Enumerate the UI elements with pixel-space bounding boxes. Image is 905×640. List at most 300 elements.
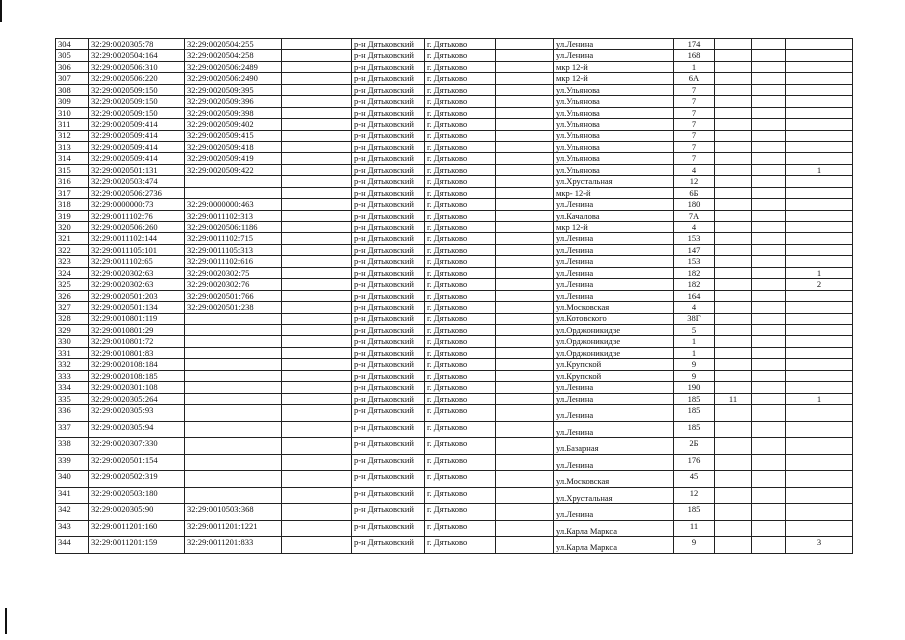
empty-cell — [282, 50, 352, 61]
extra-3 — [786, 324, 853, 335]
street: ул.Хрустальная — [554, 487, 674, 504]
extra-1 — [715, 487, 752, 504]
house-number: 9 — [674, 537, 715, 554]
extra-1 — [715, 438, 752, 455]
cadastral-number-premises — [185, 487, 282, 504]
extra-1 — [715, 84, 752, 95]
town: г. Дятьково — [425, 359, 496, 370]
table-row — [56, 130, 853, 141]
empty-cell — [282, 119, 352, 130]
house-number: 4 — [674, 164, 715, 175]
cadastral-number: 32:29:0020506:220 — [89, 73, 185, 84]
table-row — [56, 370, 853, 381]
cadastral-number: 32:29:0020506:2736 — [89, 187, 185, 198]
extra-2 — [752, 405, 786, 422]
town: г. Дятьково — [425, 471, 496, 488]
street: ул.Орджоникидзе — [554, 336, 674, 347]
empty-cell — [496, 537, 554, 554]
house-number: 7 — [674, 130, 715, 141]
empty-cell — [282, 73, 352, 84]
house-number: 176 — [674, 454, 715, 471]
row-number: 325 — [56, 279, 89, 290]
empty-cell — [282, 520, 352, 537]
house-number: 7 — [674, 119, 715, 130]
cadastral-number-premises — [185, 324, 282, 335]
town: г. Дятьково — [425, 96, 496, 107]
cadastral-number-premises: 32:29:0020509:418 — [185, 141, 282, 152]
town: г. Дятьково — [425, 164, 496, 175]
extra-2 — [752, 187, 786, 198]
street: ул.Ленина — [554, 267, 674, 278]
town: г. Дятьково — [425, 233, 496, 244]
empty-cell — [496, 336, 554, 347]
street: мкр 12-й — [554, 61, 674, 72]
street: ул.Ленина — [554, 233, 674, 244]
extra-2 — [752, 421, 786, 438]
empty-cell — [282, 279, 352, 290]
row-number: 338 — [56, 438, 89, 455]
town: г. Дятьково — [425, 382, 496, 393]
cadastral-number-premises — [185, 393, 282, 404]
table-row — [56, 222, 853, 233]
table-row — [56, 141, 853, 152]
page-edge-mark — [5, 608, 7, 634]
street: ул.Ульянова — [554, 84, 674, 95]
district: р-н Дятьковский — [352, 164, 425, 175]
extra-3 — [786, 141, 853, 152]
empty-cell — [496, 471, 554, 488]
street: ул.Ульянова — [554, 141, 674, 152]
empty-cell — [496, 421, 554, 438]
cadastral-number-premises: 32:29:0020509:402 — [185, 119, 282, 130]
cadastral-number-premises — [185, 471, 282, 488]
extra-3: 1 — [786, 393, 853, 404]
district: р-н Дятьковский — [352, 471, 425, 488]
town: г. Дятьково — [425, 336, 496, 347]
district: р-н Дятьковский — [352, 73, 425, 84]
extra-3 — [786, 61, 853, 72]
row-number: 324 — [56, 267, 89, 278]
empty-cell — [496, 438, 554, 455]
extra-1 — [715, 39, 752, 50]
extra-2 — [752, 130, 786, 141]
cadastral-number: 32:29:0010801:29 — [89, 324, 185, 335]
empty-cell — [282, 96, 352, 107]
row-number: 329 — [56, 324, 89, 335]
house-number: 9 — [674, 359, 715, 370]
street: ул.Ульянова — [554, 153, 674, 164]
street: ул.Орджоникидзе — [554, 324, 674, 335]
extra-3 — [786, 107, 853, 118]
extra-1 — [715, 141, 752, 152]
house-number: 1 — [674, 336, 715, 347]
extra-2 — [752, 176, 786, 187]
town: г. Дятьково — [425, 324, 496, 335]
empty-cell — [496, 73, 554, 84]
row-number: 317 — [56, 187, 89, 198]
extra-2 — [752, 290, 786, 301]
district: р-н Дятьковский — [352, 233, 425, 244]
extra-3 — [786, 256, 853, 267]
extra-3 — [786, 313, 853, 324]
extra-1 — [715, 454, 752, 471]
cadastral-number-premises: 32:29:0020509:395 — [185, 84, 282, 95]
empty-cell — [282, 176, 352, 187]
page-edge-mark — [0, 0, 2, 22]
extra-1 — [715, 107, 752, 118]
house-number: 1 — [674, 61, 715, 72]
house-number: 168 — [674, 50, 715, 61]
row-number: 319 — [56, 210, 89, 221]
cadastral-number: 32:29:0020302:63 — [89, 279, 185, 290]
extra-3 — [786, 471, 853, 488]
table-row — [56, 279, 853, 290]
extra-2 — [752, 267, 786, 278]
cadastral-number-premises — [185, 347, 282, 358]
town: г. Дятьково — [425, 487, 496, 504]
cadastral-number: 32:29:0020501:203 — [89, 290, 185, 301]
empty-cell — [496, 141, 554, 152]
district: р-н Дятьковский — [352, 84, 425, 95]
extra-1 — [715, 267, 752, 278]
street: ул.Московская — [554, 302, 674, 313]
row-number: 327 — [56, 302, 89, 313]
house-number: 6Б — [674, 187, 715, 198]
cadastral-number: 32:29:0020506:310 — [89, 61, 185, 72]
empty-cell — [282, 504, 352, 521]
extra-1 — [715, 96, 752, 107]
house-number: 182 — [674, 279, 715, 290]
extra-1 — [715, 119, 752, 130]
table-row — [56, 96, 853, 107]
extra-3 — [786, 290, 853, 301]
cadastral-number: 32:29:0020301:108 — [89, 382, 185, 393]
extra-2 — [752, 336, 786, 347]
extra-3 — [786, 130, 853, 141]
empty-cell — [282, 336, 352, 347]
row-number: 323 — [56, 256, 89, 267]
empty-cell — [496, 61, 554, 72]
row-number: 310 — [56, 107, 89, 118]
extra-2 — [752, 50, 786, 61]
street: мкр- 12-й — [554, 187, 674, 198]
extra-3 — [786, 153, 853, 164]
house-number: 153 — [674, 256, 715, 267]
cadastral-number-premises — [185, 370, 282, 381]
district: р-н Дятьковский — [352, 290, 425, 301]
empty-cell — [282, 471, 352, 488]
table-row — [56, 244, 853, 255]
extra-2 — [752, 438, 786, 455]
table-row — [56, 471, 853, 488]
house-number: 6А — [674, 73, 715, 84]
extra-3 — [786, 370, 853, 381]
extra-2 — [752, 222, 786, 233]
row-number: 335 — [56, 393, 89, 404]
table-row — [56, 359, 853, 370]
street: ул.Орджоникидзе — [554, 347, 674, 358]
street: ул.Ленина — [554, 454, 674, 471]
town: г. Дятьково — [425, 50, 496, 61]
house-number: 7 — [674, 107, 715, 118]
property-register-table — [55, 38, 853, 554]
cadastral-number: 32:29:0020501:134 — [89, 302, 185, 313]
empty-cell — [496, 233, 554, 244]
row-number: 333 — [56, 370, 89, 381]
district: р-н Дятьковский — [352, 438, 425, 455]
cadastral-number: 32:29:0020302:63 — [89, 267, 185, 278]
extra-1 — [715, 244, 752, 255]
district: р-н Дятьковский — [352, 61, 425, 72]
cadastral-number: 32:29:0011102:76 — [89, 210, 185, 221]
house-number: 185 — [674, 393, 715, 404]
empty-cell — [496, 153, 554, 164]
empty-cell — [282, 302, 352, 313]
table-row — [56, 421, 853, 438]
extra-1 — [715, 50, 752, 61]
cadastral-number-premises: 32:29:0011102:313 — [185, 210, 282, 221]
empty-cell — [282, 267, 352, 278]
house-number: 164 — [674, 290, 715, 301]
cadastral-number: 32:29:0011102:65 — [89, 256, 185, 267]
cadastral-number: 32:29:0010801:119 — [89, 313, 185, 324]
row-number: 308 — [56, 84, 89, 95]
cadastral-number: 32:29:0011105:101 — [89, 244, 185, 255]
empty-cell — [282, 370, 352, 381]
extra-2 — [752, 233, 786, 244]
table-row — [56, 393, 853, 404]
extra-2 — [752, 119, 786, 130]
table-row — [56, 84, 853, 95]
town: г. Дятьково — [425, 61, 496, 72]
empty-cell — [496, 324, 554, 335]
district: р-н Дятьковский — [352, 487, 425, 504]
empty-cell — [282, 164, 352, 175]
extra-2 — [752, 96, 786, 107]
district: р-н Дятьковский — [352, 199, 425, 210]
table-row — [56, 438, 853, 455]
cadastral-number: 32:29:0020305:90 — [89, 504, 185, 521]
cadastral-number-premises — [185, 359, 282, 370]
cadastral-number-premises — [185, 313, 282, 324]
district: р-н Дятьковский — [352, 153, 425, 164]
house-number: 190 — [674, 382, 715, 393]
town: г. Дятьково — [425, 313, 496, 324]
district: р-н Дятьковский — [352, 382, 425, 393]
street: ул.Ульянова — [554, 164, 674, 175]
district: р-н Дятьковский — [352, 393, 425, 404]
extra-2 — [752, 39, 786, 50]
town: г. Дятьково — [425, 130, 496, 141]
table-row — [56, 119, 853, 130]
street: ул.Качалова — [554, 210, 674, 221]
house-number: 12 — [674, 176, 715, 187]
table-row — [56, 324, 853, 335]
extra-2 — [752, 382, 786, 393]
street: ул.Ленина — [554, 256, 674, 267]
cadastral-number: 32:29:0010801:72 — [89, 336, 185, 347]
cadastral-number: 32:29:0020504:164 — [89, 50, 185, 61]
empty-cell — [496, 504, 554, 521]
street: ул.Ленина — [554, 244, 674, 255]
house-number: 7 — [674, 141, 715, 152]
extra-3 — [786, 487, 853, 504]
cadastral-number-premises: 32:29:0020302:76 — [185, 279, 282, 290]
extra-1 — [715, 421, 752, 438]
empty-cell — [282, 153, 352, 164]
empty-cell — [282, 84, 352, 95]
extra-2 — [752, 199, 786, 210]
town: г. Дятьково — [425, 405, 496, 422]
cadastral-number: 32:29:0011201:159 — [89, 537, 185, 554]
empty-cell — [496, 370, 554, 381]
extra-2 — [752, 370, 786, 381]
table-row — [56, 176, 853, 187]
street: ул.Карла Маркса — [554, 520, 674, 537]
empty-cell — [496, 302, 554, 313]
row-number: 326 — [56, 290, 89, 301]
cadastral-number: 32:29:0020509:150 — [89, 96, 185, 107]
extra-3 — [786, 405, 853, 422]
cadastral-number: 32:29:0020108:185 — [89, 370, 185, 381]
empty-cell — [496, 279, 554, 290]
extra-3 — [786, 176, 853, 187]
extra-1: 11 — [715, 393, 752, 404]
empty-cell — [282, 39, 352, 50]
cadastral-number-premises: 32:29:0020302:75 — [185, 267, 282, 278]
empty-cell — [282, 347, 352, 358]
extra-1 — [715, 153, 752, 164]
street: ул.Ленина — [554, 50, 674, 61]
extra-3 — [786, 359, 853, 370]
house-number: 174 — [674, 39, 715, 50]
extra-1 — [715, 370, 752, 381]
table-row — [56, 504, 853, 521]
district: р-н Дятьковский — [352, 347, 425, 358]
cadastral-number: 32:29:0010801:83 — [89, 347, 185, 358]
extra-1 — [715, 359, 752, 370]
house-number: 2Б — [674, 438, 715, 455]
cadastral-number-premises — [185, 382, 282, 393]
extra-3 — [786, 454, 853, 471]
cadastral-number: 32:29:0020502:319 — [89, 471, 185, 488]
table-row — [56, 50, 853, 61]
row-number: 321 — [56, 233, 89, 244]
empty-cell — [282, 222, 352, 233]
extra-1 — [715, 61, 752, 72]
row-number: 314 — [56, 153, 89, 164]
cadastral-number: 32:29:0020305:94 — [89, 421, 185, 438]
empty-cell — [496, 520, 554, 537]
town: г. Дятьково — [425, 244, 496, 255]
table-row — [56, 73, 853, 84]
row-number: 312 — [56, 130, 89, 141]
empty-cell — [282, 359, 352, 370]
house-number: 147 — [674, 244, 715, 255]
row-number: 343 — [56, 520, 89, 537]
extra-1 — [715, 73, 752, 84]
extra-3 — [786, 382, 853, 393]
empty-cell — [282, 324, 352, 335]
cadastral-number-premises — [185, 176, 282, 187]
town: г. Дятьково — [425, 222, 496, 233]
cadastral-number: 32:29:0000000:73 — [89, 199, 185, 210]
cadastral-number: 32:29:0020503:180 — [89, 487, 185, 504]
street: мкр 12-й — [554, 222, 674, 233]
empty-cell — [496, 359, 554, 370]
extra-2 — [752, 313, 786, 324]
street: ул.Ленина — [554, 504, 674, 521]
cadastral-number-premises — [185, 421, 282, 438]
town: г. Дятьково — [425, 187, 496, 198]
extra-2 — [752, 471, 786, 488]
row-number: 342 — [56, 504, 89, 521]
town: г. Дятьково — [425, 141, 496, 152]
extra-1 — [715, 471, 752, 488]
table-row — [56, 487, 853, 504]
cadastral-number-premises: 32:29:0020509:398 — [185, 107, 282, 118]
town: г. Дятьково — [425, 199, 496, 210]
empty-cell — [496, 313, 554, 324]
extra-1 — [715, 176, 752, 187]
district: р-н Дятьковский — [352, 119, 425, 130]
town: г. Дятьково — [425, 504, 496, 521]
street: ул.Ульянова — [554, 130, 674, 141]
extra-1 — [715, 187, 752, 198]
extra-1 — [715, 336, 752, 347]
extra-2 — [752, 244, 786, 255]
row-number: 331 — [56, 347, 89, 358]
row-number: 316 — [56, 176, 89, 187]
row-number: 320 — [56, 222, 89, 233]
street: ул.Ленина — [554, 39, 674, 50]
empty-cell — [496, 405, 554, 422]
district: р-н Дятьковский — [352, 336, 425, 347]
extra-1 — [715, 290, 752, 301]
empty-cell — [282, 454, 352, 471]
extra-1 — [715, 222, 752, 233]
empty-cell — [282, 405, 352, 422]
town: г. Дятьково — [425, 84, 496, 95]
table-row — [56, 210, 853, 221]
cadastral-number-premises — [185, 336, 282, 347]
empty-cell — [282, 256, 352, 267]
house-number: 7 — [674, 153, 715, 164]
street: ул.Ленина — [554, 393, 674, 404]
empty-cell — [496, 290, 554, 301]
cadastral-number: 32:29:0020506:260 — [89, 222, 185, 233]
town: г. Дятьково — [425, 347, 496, 358]
house-number: 153 — [674, 233, 715, 244]
row-number: 318 — [56, 199, 89, 210]
extra-2 — [752, 324, 786, 335]
empty-cell — [496, 199, 554, 210]
street: ул.Ульянова — [554, 107, 674, 118]
empty-cell — [282, 421, 352, 438]
extra-1 — [715, 504, 752, 521]
town: г. Дятьково — [425, 210, 496, 221]
town: г. Дятьково — [425, 454, 496, 471]
extra-3 — [786, 73, 853, 84]
empty-cell — [282, 290, 352, 301]
district: р-н Дятьковский — [352, 454, 425, 471]
district: р-н Дятьковский — [352, 313, 425, 324]
district: р-н Дятьковский — [352, 537, 425, 554]
house-number: 45 — [674, 471, 715, 488]
street: ул.Котовского — [554, 313, 674, 324]
town: г. Дятьково — [425, 267, 496, 278]
district: р-н Дятьковский — [352, 279, 425, 290]
